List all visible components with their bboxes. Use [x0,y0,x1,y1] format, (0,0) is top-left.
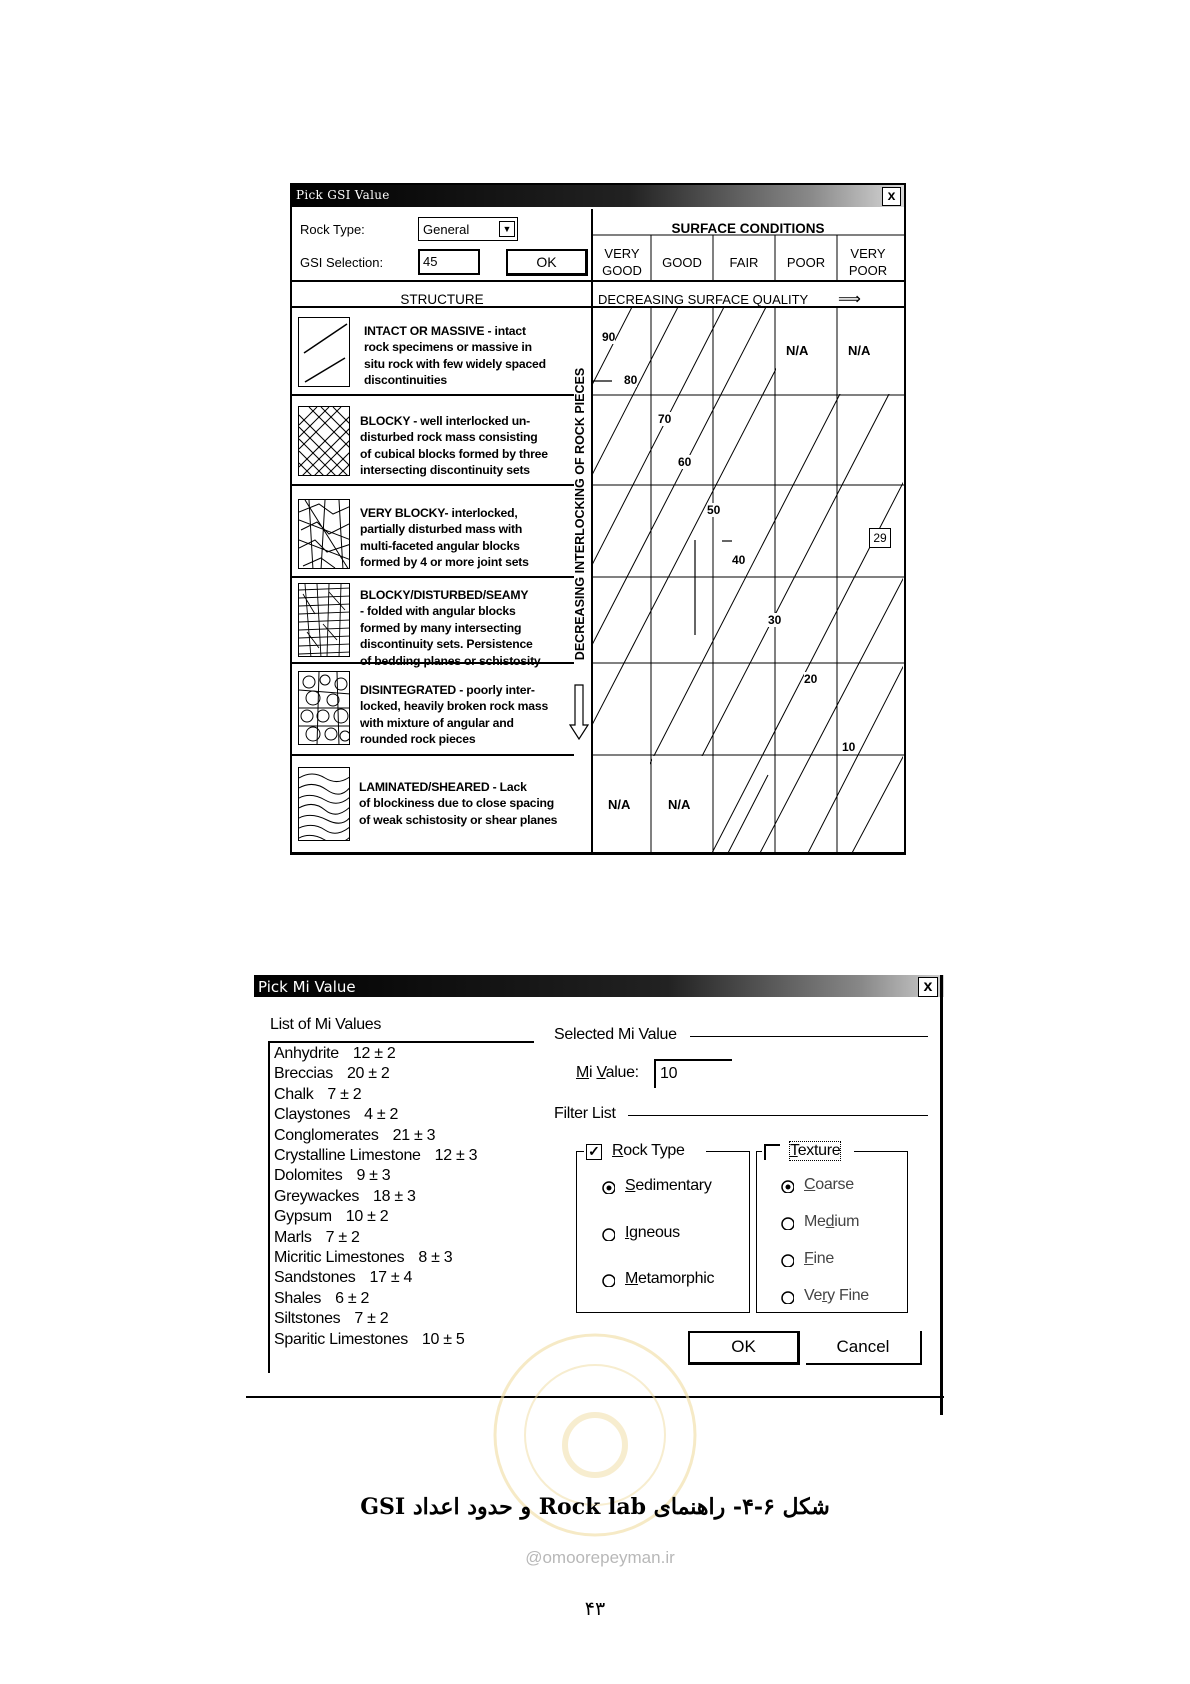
gsi-contour-70: 70 [658,412,672,426]
mi-list-item[interactable] [274,1309,477,1329]
gsi-contour-80: 80 [624,373,638,387]
mi-item-value: 21 ± 3 [392,1126,436,1144]
gsi-selection-value: 45 [423,254,438,269]
mi-item-name: Siltstones [274,1310,341,1328]
mi-cancel-button[interactable]: Cancel [806,1331,922,1365]
mi-list-item[interactable] [274,1064,477,1084]
mi-item-value: 8 ± 3 [418,1249,453,1267]
mi-item-name: Breccias [274,1065,333,1083]
mi-item-name: Anhydrite [274,1045,339,1062]
mi-item-name: Sandstones [274,1269,356,1287]
col-good: GOOD [662,255,702,270]
mi-window-right-border [940,975,943,1415]
pick-gsi-window [290,183,906,855]
surface-conditions-header: SURFACE CONDITIONS [671,221,825,236]
radio-sedimentary-label: Sedimentary [625,1177,712,1194]
mi-titlebar[interactable] [254,975,944,997]
radio-coarse[interactable] [780,1176,854,1198]
col-poor: POOR [786,255,826,270]
mi-item-value: 10 ± 5 [421,1330,465,1348]
radio-empty-icon [780,1290,794,1304]
mi-list-item[interactable] [274,1330,477,1350]
gsi-chart-grid [292,185,904,853]
gsi-contour-90: 90 [602,330,616,344]
structure-disintegrated-text: DISINTEGRATED - poorly inter- locked, heavily broken rock mass with mixture of angular and rounded rock pieces [360,683,549,747]
mi-list-item[interactable] [274,1289,477,1309]
mi-item-value: 17 ± 4 [369,1269,413,1287]
structure-very-blocky-text: VERY BLOCKY- interlocked, partially disturbed mass with multi-faceted angular blocks formed by 4 or more joint sets [360,506,529,570]
radio-sedimentary[interactable] [601,1177,712,1199]
mi-close-button[interactable]: x [918,977,938,997]
selected-mi-divider [690,1036,928,1037]
texture-checkbox[interactable] [764,1144,780,1160]
rock-type-group-label: Rock Type [612,1142,685,1159]
decreasing-surface-label: DECREASING SURFACE QUALITY [598,292,809,307]
na-intact-poor: N/A [786,343,809,358]
mi-item-name: Dolomites [274,1167,343,1185]
mi-list-item[interactable] [274,1187,477,1207]
mi-item-value: 6 ± 2 [335,1289,370,1307]
mi-item-name: Conglomerates [274,1126,379,1144]
texture-group-label: Texture [790,1142,841,1159]
radio-fine-label: Fine [804,1250,834,1267]
gsi-contour-30: 30 [768,613,782,627]
decreasing-interlocking-label: DECREASING INTERLOCKING OF ROCK PIECES [573,367,587,661]
gsi-contour-40: 40 [732,553,746,567]
radio-medium[interactable] [780,1213,860,1235]
col-fair: FAIR [729,255,759,270]
structure-intact-text: INTACT OR MASSIVE - intact rock specimens or massive in situ rock with few widely spaced discontinuities [364,324,546,388]
radio-medium-label: Medium [804,1213,860,1230]
na-laminated-very-good: N/A [608,797,631,812]
mi-list-item[interactable] [274,1228,477,1248]
mi-item-value: 12 ± 3 [434,1147,478,1165]
selected-gsi-box[interactable]: 29 [869,528,891,548]
page-number: ۴۳ [584,1598,606,1620]
radio-empty-icon [780,1253,794,1267]
mi-value-label: Mi Value: [576,1064,639,1081]
gsi-contour-20: 20 [804,672,818,686]
rock-type-checkbox[interactable]: ✓ [586,1144,602,1160]
gsi-contour-50: 50 [707,503,721,517]
col-very-good: VERY GOOD [602,246,642,278]
mi-list-item[interactable] [274,1248,477,1268]
filter-list-divider [628,1115,928,1116]
radio-empty-icon [601,1227,615,1241]
chevron-down-icon[interactable]: ▼ [499,221,515,237]
radio-fine[interactable] [780,1250,834,1272]
rock-type-value: General [423,222,470,237]
mi-item-name: Claystones [274,1106,351,1124]
structure-laminated-text: LAMINATED/SHEARED - Lack of blockiness due to close spacing of weak schistosity or shear planes [359,780,558,827]
mi-window-title: Pick Mi Value [258,978,356,996]
col-very-poor: VERY POOR [848,246,888,278]
structure-blocky-text: BLOCKY - well interlocked un- disturbed rock mass consisting of cubical blocks formed by three intersecting discontinuity sets [360,414,548,478]
mi-item-name: Crystalline Limestone [274,1147,421,1165]
mi-list-item[interactable] [274,1126,477,1146]
radio-empty-icon [780,1216,794,1230]
mi-item-value: 7 ± 2 [325,1228,360,1246]
mi-item-name: Greywackes [274,1187,360,1205]
mi-value-text: 10 [660,1065,678,1082]
mi-list-item[interactable] [274,1044,477,1064]
radio-igneous-label: Igneous [625,1224,680,1241]
mi-item-value: 7 ± 2 [327,1085,362,1103]
radio-igneous[interactable] [601,1224,680,1246]
mi-item-name: Marls [274,1228,312,1246]
selected-mi-label: Selected Mi Value [554,1026,677,1043]
radio-metamorphic[interactable] [601,1270,715,1292]
filter-list-label: Filter List [554,1105,616,1122]
rock-type-label: Rock Type: [300,222,365,237]
mi-list-item[interactable] [274,1207,477,1227]
mi-list-label: List of Mi Values [270,1016,382,1033]
gsi-selection-label: GSI Selection: [300,255,384,270]
gsi-close-button[interactable]: x [882,187,901,206]
figure-caption: شکل ۶-۴- راهنمای Rock lab و حدود اعداد GSI [360,1494,830,1520]
radio-coarse-label: Coarse [804,1176,854,1193]
mi-list-item[interactable] [274,1085,477,1105]
mi-list-item[interactable] [274,1268,477,1288]
na-intact-very-poor: N/A [848,343,871,358]
texture-group-header [762,1141,854,1163]
mi-item-value: 4 ± 2 [364,1106,399,1124]
watermark-text: @omoorepeyman.ir [525,1548,675,1567]
mi-list-item[interactable] [274,1105,477,1125]
radio-metamorphic-label: Metamorphic [625,1270,715,1287]
radio-selected-icon [601,1180,615,1194]
mi-list-item[interactable] [274,1146,477,1166]
radio-very-fine-label: Very Fine [804,1287,869,1304]
arrow-right-icon: ⟹ [838,291,861,308]
mi-item-name: Sparitic Limestones [274,1330,408,1348]
mi-list-item[interactable] [274,1166,477,1186]
mi-item-name: Micritic Limestones [274,1249,405,1267]
mi-value-input[interactable] [654,1059,732,1088]
structure-seamy-text: BLOCKY/DISTURBED/SEAMY - folded with angular blocks formed by many intersecting discontinuity sets. Persistence of bedding planes or schistosity [360,588,541,668]
na-laminated-good: N/A [668,797,691,812]
rock-type-group-header [584,1141,706,1163]
structure-header: STRUCTURE [400,292,484,307]
mi-item-value: 7 ± 2 [354,1310,389,1328]
mi-item-name: Shales [274,1289,322,1307]
mi-item-value: 20 ± 2 [346,1065,390,1083]
gsi-contour-60: 60 [678,455,692,469]
mi-item-name: Gypsum [274,1208,332,1226]
gsi-window-title: Pick GSI Value [296,188,390,202]
mi-item-value: 10 ± 2 [345,1208,389,1226]
mi-item-value: 12 ± 2 [352,1045,396,1062]
radio-selected-icon [780,1179,794,1193]
gsi-ok-button[interactable]: OK [506,249,588,276]
radio-empty-icon [601,1273,615,1287]
mi-item-value: 18 ± 3 [373,1187,416,1205]
mi-ok-button[interactable]: OK [688,1331,800,1365]
mi-item-value: 9 ± 3 [356,1167,391,1185]
gsi-contour-10: 10 [842,740,856,754]
mi-values-list[interactable] [268,1041,534,1373]
mi-item-name: Chalk [274,1085,314,1103]
radio-very-fine[interactable] [780,1287,869,1309]
